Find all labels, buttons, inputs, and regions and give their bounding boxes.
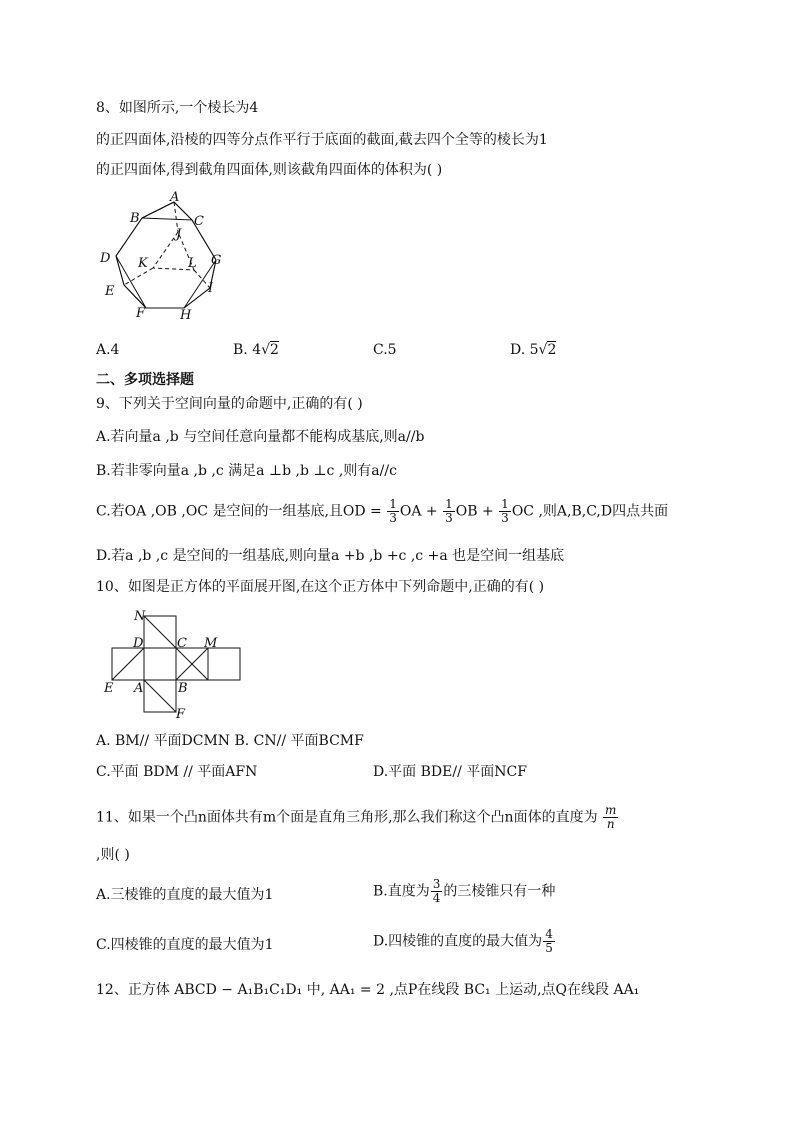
q8-line2: 的正四面体,沿棱的四等分点作平行于底面的截面,截去四个全等的棱长为1 — [96, 132, 548, 148]
q12-stem: 12、正方体 ABCD − A₁B₁C₁D₁ 中, AA₁ = 2 ,点P在线段 BC₁ 上运动,点Q在线段 AA₁ — [96, 982, 640, 998]
q10-option-c: C.平面 BDM // 平面AFN — [96, 764, 258, 780]
q11-stem — [96, 804, 619, 831]
fig10-label-d: D — [133, 636, 144, 651]
fig8-label-c: C — [194, 214, 204, 229]
fig8-label-k: K — [138, 256, 148, 271]
sqrt-sign: √ — [538, 342, 548, 358]
q8-option-b-prefix: B. 4 — [233, 342, 262, 358]
q9-option-b: B.若非零向量a ,b ,c 满足a ⊥b ,b ⊥c ,则有a//c — [96, 463, 397, 479]
fraction: $\frac{1}{3}$ — [445, 497, 453, 525]
q11-stem-text: 11、如果一个凸n面体共有m个面是直角三角形,那么我们称这个凸n面体的直度为 — [96, 809, 598, 826]
q10-option-ab: A. BM// 平面DCMN B. CN// 平面BCMF — [96, 733, 364, 749]
fig8-label-j: J — [176, 227, 182, 242]
fig8-label-h: H — [180, 308, 192, 323]
q11-option-c: C.四棱锥的直度的最大值为1 — [96, 937, 274, 953]
fig10-label-a: A — [134, 681, 144, 696]
fig8-label-f: F — [136, 306, 146, 321]
fig10-label-f: F — [176, 707, 186, 720]
fraction: $\frac{1}{3}$ — [389, 497, 397, 525]
q8-option-b — [233, 340, 279, 360]
section-heading: 二、多项选择题 — [96, 372, 194, 388]
fig8-label-d: D — [100, 251, 111, 266]
q11-stem-end: ,则( ) — [96, 847, 130, 863]
q8-option-d-prefix: D. 5 — [510, 342, 539, 358]
q11-d-prefix: D.四棱锥的直度的最大值为 — [373, 933, 543, 950]
fig10-label-b: B — [178, 681, 188, 696]
q10-option-d: D.平面 BDE// 平面NCF — [373, 764, 527, 780]
fig10-label-n: N — [134, 609, 146, 624]
q8-option-b-radicand: 2 — [270, 342, 279, 358]
q9-option-c — [96, 498, 668, 525]
fig8-label-e: E — [105, 284, 115, 299]
q9-c-term1: OA + — [399, 503, 438, 520]
q11-option-d — [373, 928, 556, 955]
q9-c-term2: OB + — [455, 503, 494, 520]
q8-option-a: A.4 — [96, 342, 120, 358]
fig10-label-m: M — [204, 636, 218, 651]
fig10-label-c: C — [177, 636, 187, 651]
q10-stem: 10、如图是正方体的平面展开图,在这个正方体中下列命题中,正确的有( ) — [96, 579, 545, 595]
fig10-label-e: E — [104, 681, 114, 696]
fig8-label-l: L — [188, 256, 197, 271]
fig8-label-a: A — [170, 190, 180, 205]
sqrt-sign: √ — [261, 342, 271, 358]
q9-option-d: D.若a ,b ,c 是空间的一组基底,则向量a +b ,b +c ,c +a 也是空间一组基底 — [96, 548, 565, 564]
q11-b-prefix: B.直度为 — [373, 883, 430, 900]
q9-stem: 9、下列关于空间向量的命题中,正确的有( ) — [96, 396, 363, 412]
q11-option-b — [373, 878, 555, 905]
q8-line1: 8、如图所示,一个棱长为4 — [96, 100, 259, 116]
q9-c-term3: OC ,则A,B,C,D四点共面 — [511, 503, 669, 520]
q8-line3: 的正四面体,得到截角四面体,则该截角四面体的体积为( ) — [96, 162, 443, 178]
fraction: $\frac{4}{5}$ — [545, 927, 553, 955]
q8-option-d-radicand: 2 — [547, 342, 557, 358]
fraction: $\frac{m}{n}$ — [605, 803, 617, 831]
fraction: $\frac{1}{3}$ — [501, 497, 509, 525]
cube-net-figure — [100, 608, 245, 720]
q9-option-a: A.若向量a ,b 与空间任意向量都不能构成基底,则a//b — [96, 429, 425, 445]
fig8-label-b: B — [130, 211, 140, 226]
q8-option-c: C.5 — [373, 342, 397, 358]
q8-option-d — [510, 340, 556, 360]
q9-c-prefix: C.若OA ,OB ,OC 是空间的一组基底,且OD = — [96, 503, 382, 520]
fraction: $\frac{3}{4}$ — [432, 877, 441, 905]
fig8-label-i: I — [208, 281, 214, 296]
truncated-tetrahedron-figure — [96, 190, 236, 325]
fig8-label-g: G — [211, 253, 222, 268]
q11-option-a: A.三棱锥的直度的最大值为1 — [96, 887, 274, 903]
q11-b-suffix: 的三棱锥只有一种 — [443, 883, 556, 900]
